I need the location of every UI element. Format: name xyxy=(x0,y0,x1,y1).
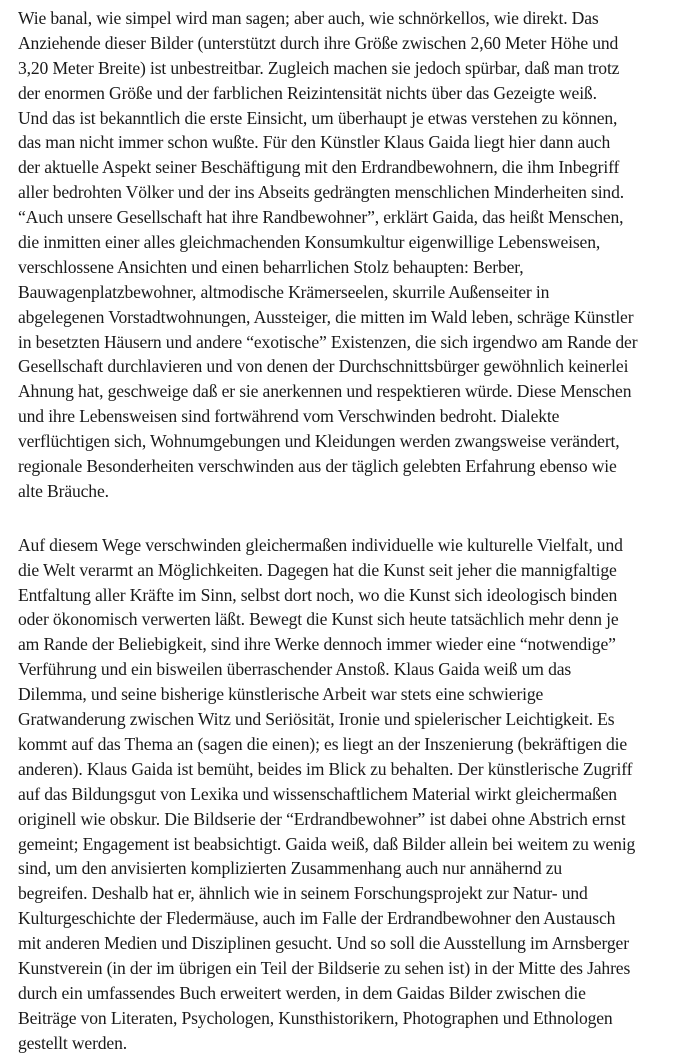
document-page xyxy=(18,6,688,1056)
text-line: Dilemma, und seine bisherige künstlerische Arbeit war stets eine schwierige xyxy=(18,684,544,705)
text-line: der enormen Größe und der farblichen Reizintensität nichts über das Gezeigte weiß. xyxy=(18,82,597,103)
text-line: sind, um den anvisierten komplizierten Zusammenhang auch nur annähernd zu xyxy=(18,858,563,879)
text-line: gemeint; Engagement ist beabsichtigt. Gaida weiß, daß Bilder allein bei weitem zu wenig xyxy=(18,833,636,854)
paragraph-1 xyxy=(18,6,688,504)
text-line: begreifen. Deshalb hat er, ähnlich wie in seinem Forschungsprojekt zur Natur- und xyxy=(18,883,588,904)
text-line: Ahnung hat, geschweige daß er sie anerkennen und respektieren würde. Diese Menschen xyxy=(18,381,632,402)
text-line: Wie banal, wie simpel wird man sagen; aber auch, wie schnörkellos, wie direkt. Das xyxy=(18,8,599,28)
text-line: Verführung und ein bisweilen überraschender Anstoß. Klaus Gaida weiß um das xyxy=(18,659,572,680)
text-line: die inmitten einer alles gleichmachenden Konsumkultur eigenwillige Lebensweisen, xyxy=(18,232,601,253)
text-line: Und das ist bekanntlich die erste Einsicht, um überhaupt je etwas verstehen zu können, xyxy=(18,107,618,128)
text-line: das man nicht immer schon wußte. Für den Künstler Klaus Gaida liegt hier dann auch xyxy=(18,132,611,153)
text-line: originell wie obskur. Die Bildserie der “Erdrandbewohner” ist dabei ohne Abstrich ernst xyxy=(18,808,626,829)
text-line: aller bedrohten Völker und der ins Abseits gedrängten menschlichen Minderheiten sind. xyxy=(18,182,624,203)
text-line: und ihre Lebensweisen sind fortwährend vom Verschwinden bedroht. Dialekte xyxy=(18,406,560,427)
text-line: Bauwagenplatzbewohner, altmodische Krämerseelen, skurrile Außenseiter in xyxy=(18,281,550,302)
text-line: alte Bräuche. xyxy=(18,480,109,501)
text-line: anderen). Klaus Gaida ist bemüht, beides im Blick zu behalten. Der künstlerische Zugriff xyxy=(18,758,633,779)
text-line: verflüchtigen sich, Wohnumgebungen und Kleidungen werden zwangsweise verändert, xyxy=(18,431,620,452)
text-line: durch ein umfassendes Buch erweitert werden, in dem Gaidas Bilder zwischen die xyxy=(18,982,586,1003)
text-line: am Rande der Beliebigkeit, sind ihre Werke dennoch immer wieder eine “notwendige” xyxy=(18,634,616,655)
text-line: mit anderen Medien und Disziplinen gesucht. Und so soll die Ausstellung im Arnsberger xyxy=(18,933,629,954)
text-line: Gesellschaft durchlavieren und von denen der Durchschnittsbürger gewöhnlich keinerlei xyxy=(18,356,629,377)
text-line: in besetzten Häusern und andere “exotische” Existenzen, die sich irgendwo am Rande der xyxy=(18,331,638,352)
text-line: Kulturgeschichte der Fledermäuse, auch im Falle der Erdrandbewohner den Austausch xyxy=(18,908,616,929)
text-line: oder ökonomisch verwerten läßt. Bewegt die Kunst sich heute tatsächlich mehr denn je xyxy=(18,609,619,630)
text-line: 3,20 Meter Breite) ist unbestreitbar. Zugleich machen sie jedoch spürbar, daß man trotz xyxy=(18,57,620,78)
text-line: Entfaltung aller Kräfte im Sinn, selbst dort noch, wo die Kunst sich ideologisch binden xyxy=(18,584,618,605)
text-line: Anziehende dieser Bilder (unterstützt durch ihre Größe zwischen 2,60 Meter Höhe und xyxy=(18,32,619,53)
text-line: “Auch unsere Gesellschaft hat ihre Randbewohner”, erklärt Gaida, das heißt Menschen, xyxy=(18,207,624,228)
text-line: Gratwanderung zwischen Witz und Seriösität, Ironie und spielerischer Leichtigkeit. Es xyxy=(18,709,615,730)
text-line: kommt auf das Thema an (sagen die einen); es liegt an der Inszenierung (bekräftigen die xyxy=(18,733,628,754)
text-line: gestellt werden. xyxy=(18,1032,127,1053)
text-line: abgelegenen Vorstadtwohnungen, Aussteiger, die mitten im Wald leben, schräge Künstler xyxy=(18,306,634,327)
text-line: Kunstverein (in der im übrigen ein Teil der Bildserie zu sehen ist) in der Mitte des Jahres xyxy=(18,957,631,978)
text-line: der aktuelle Aspekt seiner Beschäftigung mit den Erdrandbewohnern, die ihm Inbegriff xyxy=(18,157,620,178)
text-line: regionale Besonderheiten verschwinden aus der täglich gelebten Erfahrung ebenso wie xyxy=(18,456,617,477)
text-line: auf das Bildungsgut von Lexika und wissenschaftlichem Material wirkt gleichermaßen xyxy=(18,783,617,804)
text-line: die Welt verarmt an Möglichkeiten. Dagegen hat die Kunst seit jeher die mannigfaltige xyxy=(18,559,617,580)
text-line: verschlossene Ansichten und einen beharrlichen Stolz behaupten: Berber, xyxy=(18,256,524,277)
text-line: Auf diesem Wege verschwinden gleichermaßen individuelle wie kulturelle Vielfalt, und xyxy=(18,534,623,555)
paragraph-2 xyxy=(18,533,688,1056)
text-line: Beiträge von Literaten, Psychologen, Kunsthistorikern, Photographen und Ethnologen xyxy=(18,1007,613,1028)
